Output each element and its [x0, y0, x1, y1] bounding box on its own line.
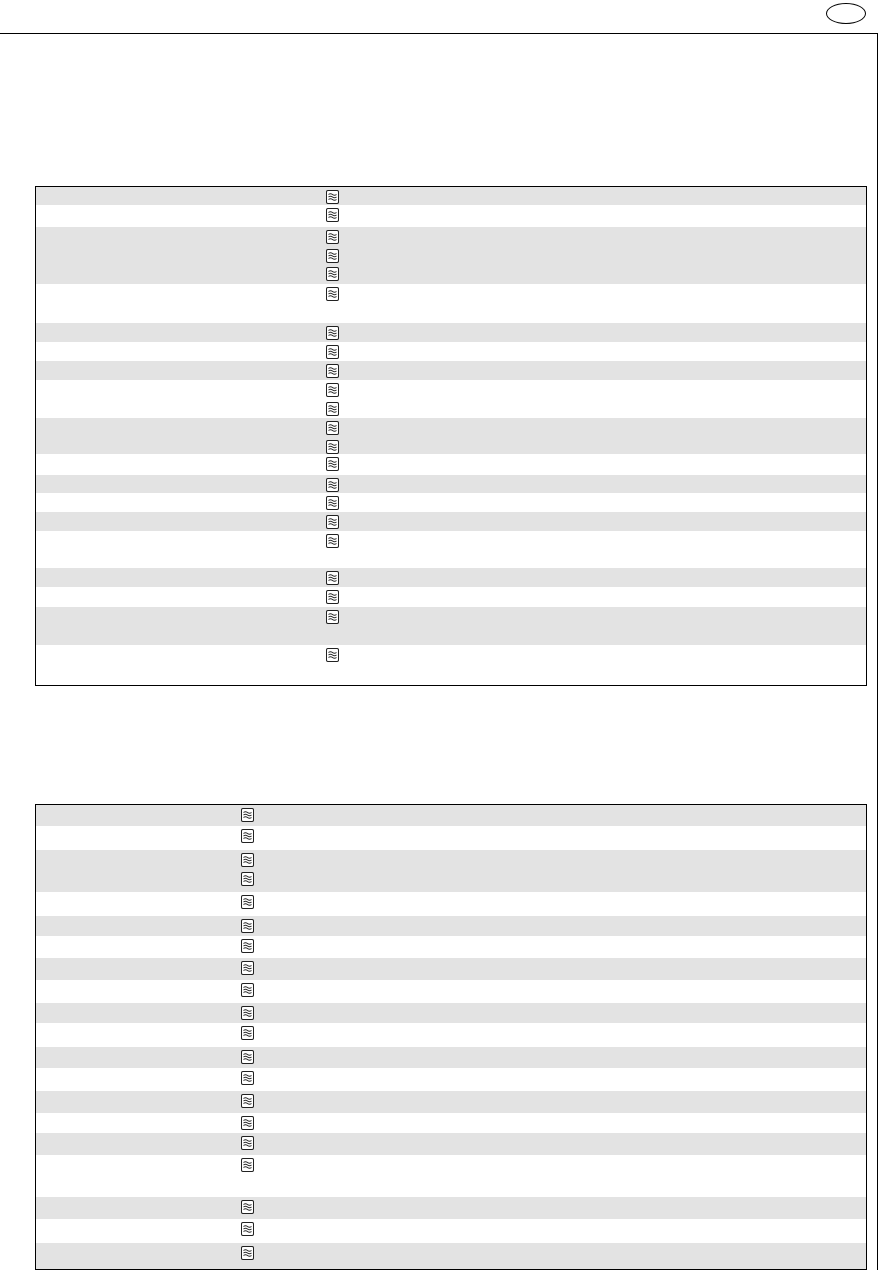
table-row: [36, 380, 866, 418]
table-row: [36, 227, 866, 284]
microwave-symbol-icon: [241, 1158, 254, 1172]
microwave-symbol-icon: [241, 1006, 254, 1020]
microwave-symbol-icon: [326, 326, 339, 340]
table-row: [36, 568, 866, 587]
microwave-symbol-icon: [241, 1071, 254, 1085]
page-margin-rule: [877, 33, 878, 1270]
microwave-symbol-icon: [326, 364, 339, 378]
microwave-symbol-icon: [326, 515, 339, 529]
program-table-1: [35, 186, 867, 686]
microwave-symbol-icon: [241, 1246, 254, 1260]
table-row: [36, 418, 866, 454]
microwave-symbol-icon: [326, 478, 339, 492]
microwave-symbol-icon: [326, 249, 339, 263]
table-row: [36, 1003, 866, 1023]
microwave-symbol-icon: [326, 440, 339, 454]
table-row: [36, 512, 866, 531]
table-row: [36, 323, 866, 342]
table-row: [36, 980, 866, 1003]
table-row: [36, 1197, 866, 1219]
table-row: [36, 805, 866, 826]
table-row: [36, 1047, 866, 1068]
microwave-symbol-icon: [326, 402, 339, 416]
table-row: [36, 454, 866, 475]
microwave-symbol-icon: [241, 1050, 254, 1064]
microwave-symbol-icon: [326, 230, 339, 244]
table-row: [36, 916, 866, 936]
microwave-symbol-icon: [326, 571, 339, 585]
table-row: [36, 826, 866, 850]
table-row: [36, 645, 866, 685]
microwave-symbol-icon: [326, 457, 339, 471]
microwave-symbol-icon: [326, 383, 339, 397]
microwave-symbol-icon: [241, 961, 254, 975]
microwave-symbol-icon: [326, 648, 339, 662]
table-row: [36, 1091, 866, 1113]
table-row: [36, 892, 866, 916]
microwave-symbol-icon: [241, 808, 254, 822]
table-row: [36, 205, 866, 227]
microwave-symbol-icon: [241, 1094, 254, 1108]
table-row: [36, 958, 866, 980]
microwave-symbol-icon: [326, 345, 339, 359]
microwave-symbol-icon: [241, 1116, 254, 1130]
microwave-symbol-icon: [326, 208, 339, 222]
table-row: [36, 1113, 866, 1133]
microwave-symbol-icon: [326, 496, 339, 510]
microwave-symbol-icon: [326, 421, 339, 435]
program-table-2: [35, 804, 867, 1270]
microwave-symbol-icon: [241, 983, 254, 997]
header-rule: [0, 33, 878, 34]
table-row: [36, 1068, 866, 1091]
table-row: [36, 1155, 866, 1197]
table-row: [36, 475, 866, 493]
microwave-symbol-icon: [326, 590, 339, 604]
table-row: [36, 284, 866, 323]
table-row: [36, 342, 866, 360]
microwave-symbol-icon: [241, 919, 254, 933]
microwave-symbol-icon: [241, 1136, 254, 1150]
table-row: [36, 1023, 866, 1047]
table-row: [36, 1133, 866, 1155]
microwave-symbol-icon: [326, 267, 339, 281]
table-row: [36, 936, 866, 958]
microwave-symbol-icon: [241, 853, 254, 867]
table-row: [36, 531, 866, 568]
microwave-symbol-icon: [326, 190, 339, 204]
table-row: [36, 361, 866, 380]
microwave-symbol-icon: [241, 1222, 254, 1236]
table-row: [36, 587, 866, 607]
table-row: [36, 1243, 866, 1269]
microwave-symbol-icon: [241, 1200, 254, 1214]
table-row: [36, 850, 866, 892]
table-row: [36, 1219, 866, 1243]
microwave-symbol-icon: [326, 287, 339, 301]
microwave-symbol-icon: [241, 872, 254, 886]
microwave-symbol-icon: [326, 534, 339, 548]
table-row: [36, 607, 866, 645]
language-badge: [826, 3, 866, 24]
microwave-symbol-icon: [241, 1026, 254, 1040]
microwave-symbol-icon: [241, 939, 254, 953]
table-row: [36, 187, 866, 205]
microwave-symbol-icon: [241, 895, 254, 909]
table-row: [36, 493, 866, 512]
microwave-symbol-icon: [326, 610, 339, 624]
microwave-symbol-icon: [241, 829, 254, 843]
